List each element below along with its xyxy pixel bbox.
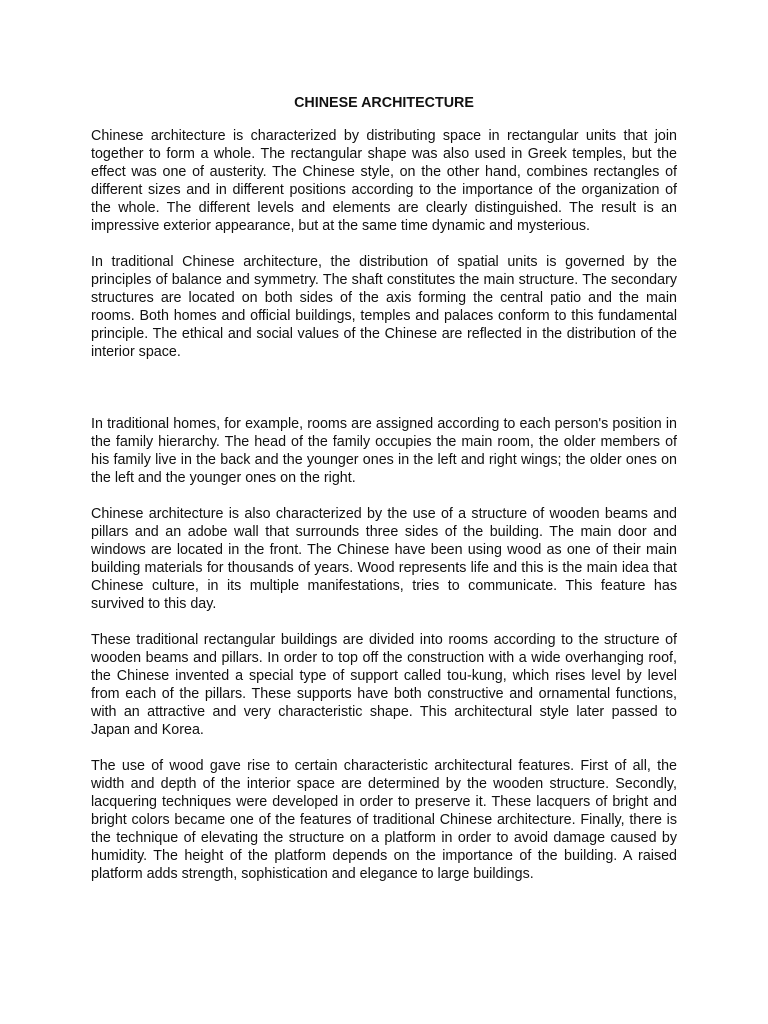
paragraph: In traditional Chinese architecture, the distribution of spatial units is governed by the principles of balance and symmetry. The shaft constitutes the main structure. The secondary structures are located on both sides of the axis forming the central patio and the main rooms. Both homes and official buildings, temples and palaces conform to this fundamental principle. The ethical and social values of the Chinese are reflected in the distribution of the interior space. bbox=[91, 254, 677, 360]
document-body bbox=[91, 94, 677, 901]
paragraph: Chinese architecture is characterized by distributing space in rectangular units that join together to form a whole. The rectangular shape was also used in Greek temples, but the effect was one of austerity. The Chinese style, on the other hand, combines rectangles of different sizes and in different positions according to the importance of the organization of the whole. The different levels and elements are clearly distinguished. The result is an impressive exterior appearance, but at the same time dynamic and mysterious. bbox=[91, 128, 677, 234]
paragraph: The use of wood gave rise to certain characteristic architectural features. First of all, the width and depth of the interior space are determined by the wooden structure. Secondly, lacquering techniques were developed in order to preserve it. These lacquers of bright and bright colors became one of the features of traditional Chinese architecture. Finally, there is the technique of elevating the structure on a platform in order to avoid damage caused by humidity. The height of the platform depends on the importance of the building. A raised platform adds strength, sophistication and elegance to large buildings. bbox=[91, 758, 677, 882]
paragraph: In traditional homes, for example, rooms are assigned according to each person's position in the family hierarchy. The head of the family occupies the main room, the older members of his family live in the back and the younger ones in the left and right wings; the older ones on the left and the younger ones on the right. bbox=[91, 416, 677, 486]
paragraph: These traditional rectangular buildings are divided into rooms according to the structure of wooden beams and pillars. In order to top off the construction with a wide overhanging roof, the Chinese invented a special type of support called tou-kung, which rises level by level from each of the pillars. These supports have both constructive and ornamental functions, with an attractive and very characteristic shape. This architectural style later passed to Japan and Korea. bbox=[91, 632, 677, 738]
paragraph: Chinese architecture is also characterized by the use of a structure of wooden beams and pillars and an adobe wall that surrounds three sides of the building. The main door and windows are located in the front. The Chinese have been using wood as one of their main building materials for thousands of years. Wood represents life and this is the main idea that Chinese culture, in its multiple manifestations, tries to communicate. This feature has survived to this day. bbox=[91, 506, 677, 612]
document-title: CHINESE ARCHITECTURE bbox=[294, 95, 474, 111]
